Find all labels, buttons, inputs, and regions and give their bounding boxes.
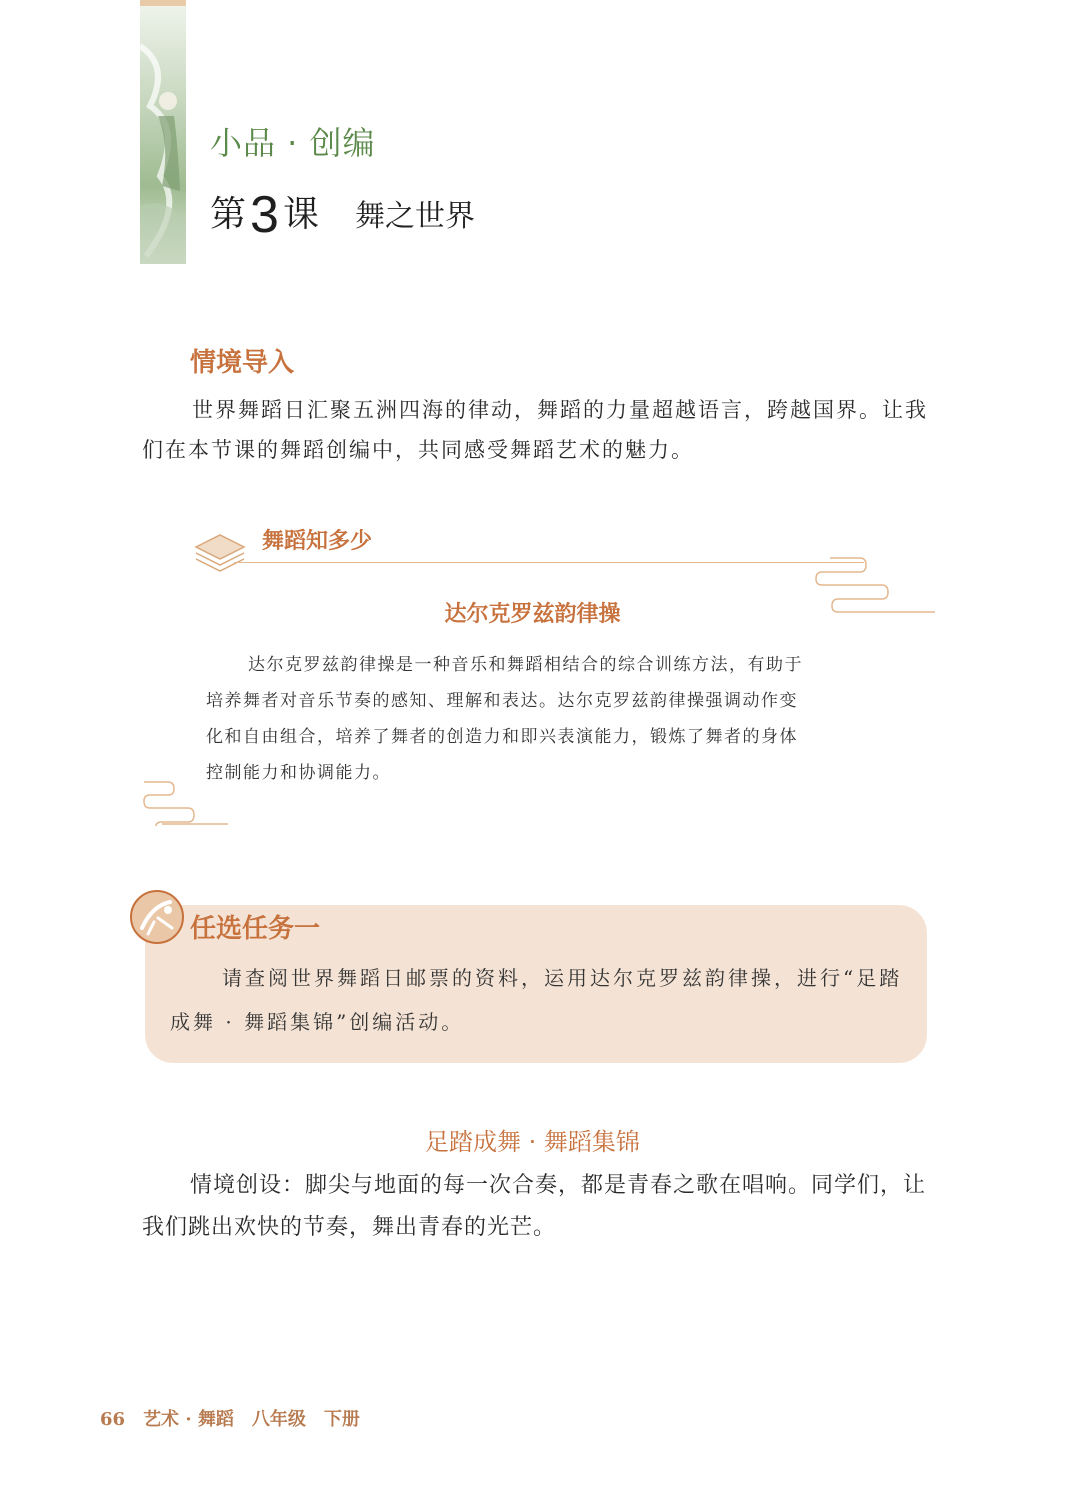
divider-line — [234, 562, 864, 563]
lesson-suffix: 课 — [282, 194, 319, 235]
unit-title: 小品 · 创编 — [210, 124, 376, 162]
lesson-number: 3 — [250, 186, 279, 244]
volume-label: 下册 — [323, 1409, 360, 1430]
page-footer — [100, 1405, 378, 1431]
task-text: 请查阅世界舞蹈日邮票的资料，运用达尔克罗兹韵律操，进行“足踏成舞 · 舞蹈集锦”创编活动。 — [170, 966, 903, 1034]
intro-heading: 情境导入 — [190, 348, 295, 378]
task-title: 任选任务一 — [190, 914, 321, 944]
knowledge-label: 舞蹈知多少 — [262, 529, 373, 554]
knowledge-text: 达尔克罗兹韵律操是一种音乐和舞蹈相结合的综合训练方法，有助于培养舞者对音乐节奏的感知、理解和表达。达尔克罗兹韵律操强调动作变化和自由组合，培养了舞者的创造力和即兴表演能力，锻炼了舞者的身体控制能力和协调能力。 — [206, 655, 803, 783]
book-title: 艺术 · 舞蹈 — [143, 1409, 234, 1430]
dancer-illustration — [140, 6, 186, 264]
activity-title: 足踏成舞 · 舞蹈集锦 — [425, 1128, 640, 1156]
task-paragraph — [170, 956, 910, 1044]
knowledge-title: 达尔克罗兹韵律操 — [444, 602, 621, 627]
lesson-title — [210, 185, 475, 245]
grade-label: 八年级 — [251, 1409, 306, 1430]
page-number: 66 — [100, 1409, 126, 1430]
lesson-name: 舞之世界 — [354, 199, 475, 234]
intro-paragraph: 世界舞蹈日汇聚五洲四海的律动，舞蹈的力量超越语言，跨越国界。让我们在本节课的舞蹈创编中，共同感受舞蹈艺术的魅力。 — [142, 398, 928, 462]
knowledge-paragraph — [206, 647, 816, 791]
cloud-scroll-ornament-left — [140, 778, 240, 830]
dancer-badge-icon — [128, 888, 186, 950]
stacked-book-icon — [192, 525, 248, 579]
activity-paragraph — [142, 1165, 942, 1249]
activity-text: 情境创设：脚尖与地面的每一次合奏，都是青春之歌在唱响。同学们，让我们跳出欢快的节奏，舞出青春的光芒。 — [142, 1173, 927, 1240]
lesson-prefix: 第 — [210, 194, 247, 235]
